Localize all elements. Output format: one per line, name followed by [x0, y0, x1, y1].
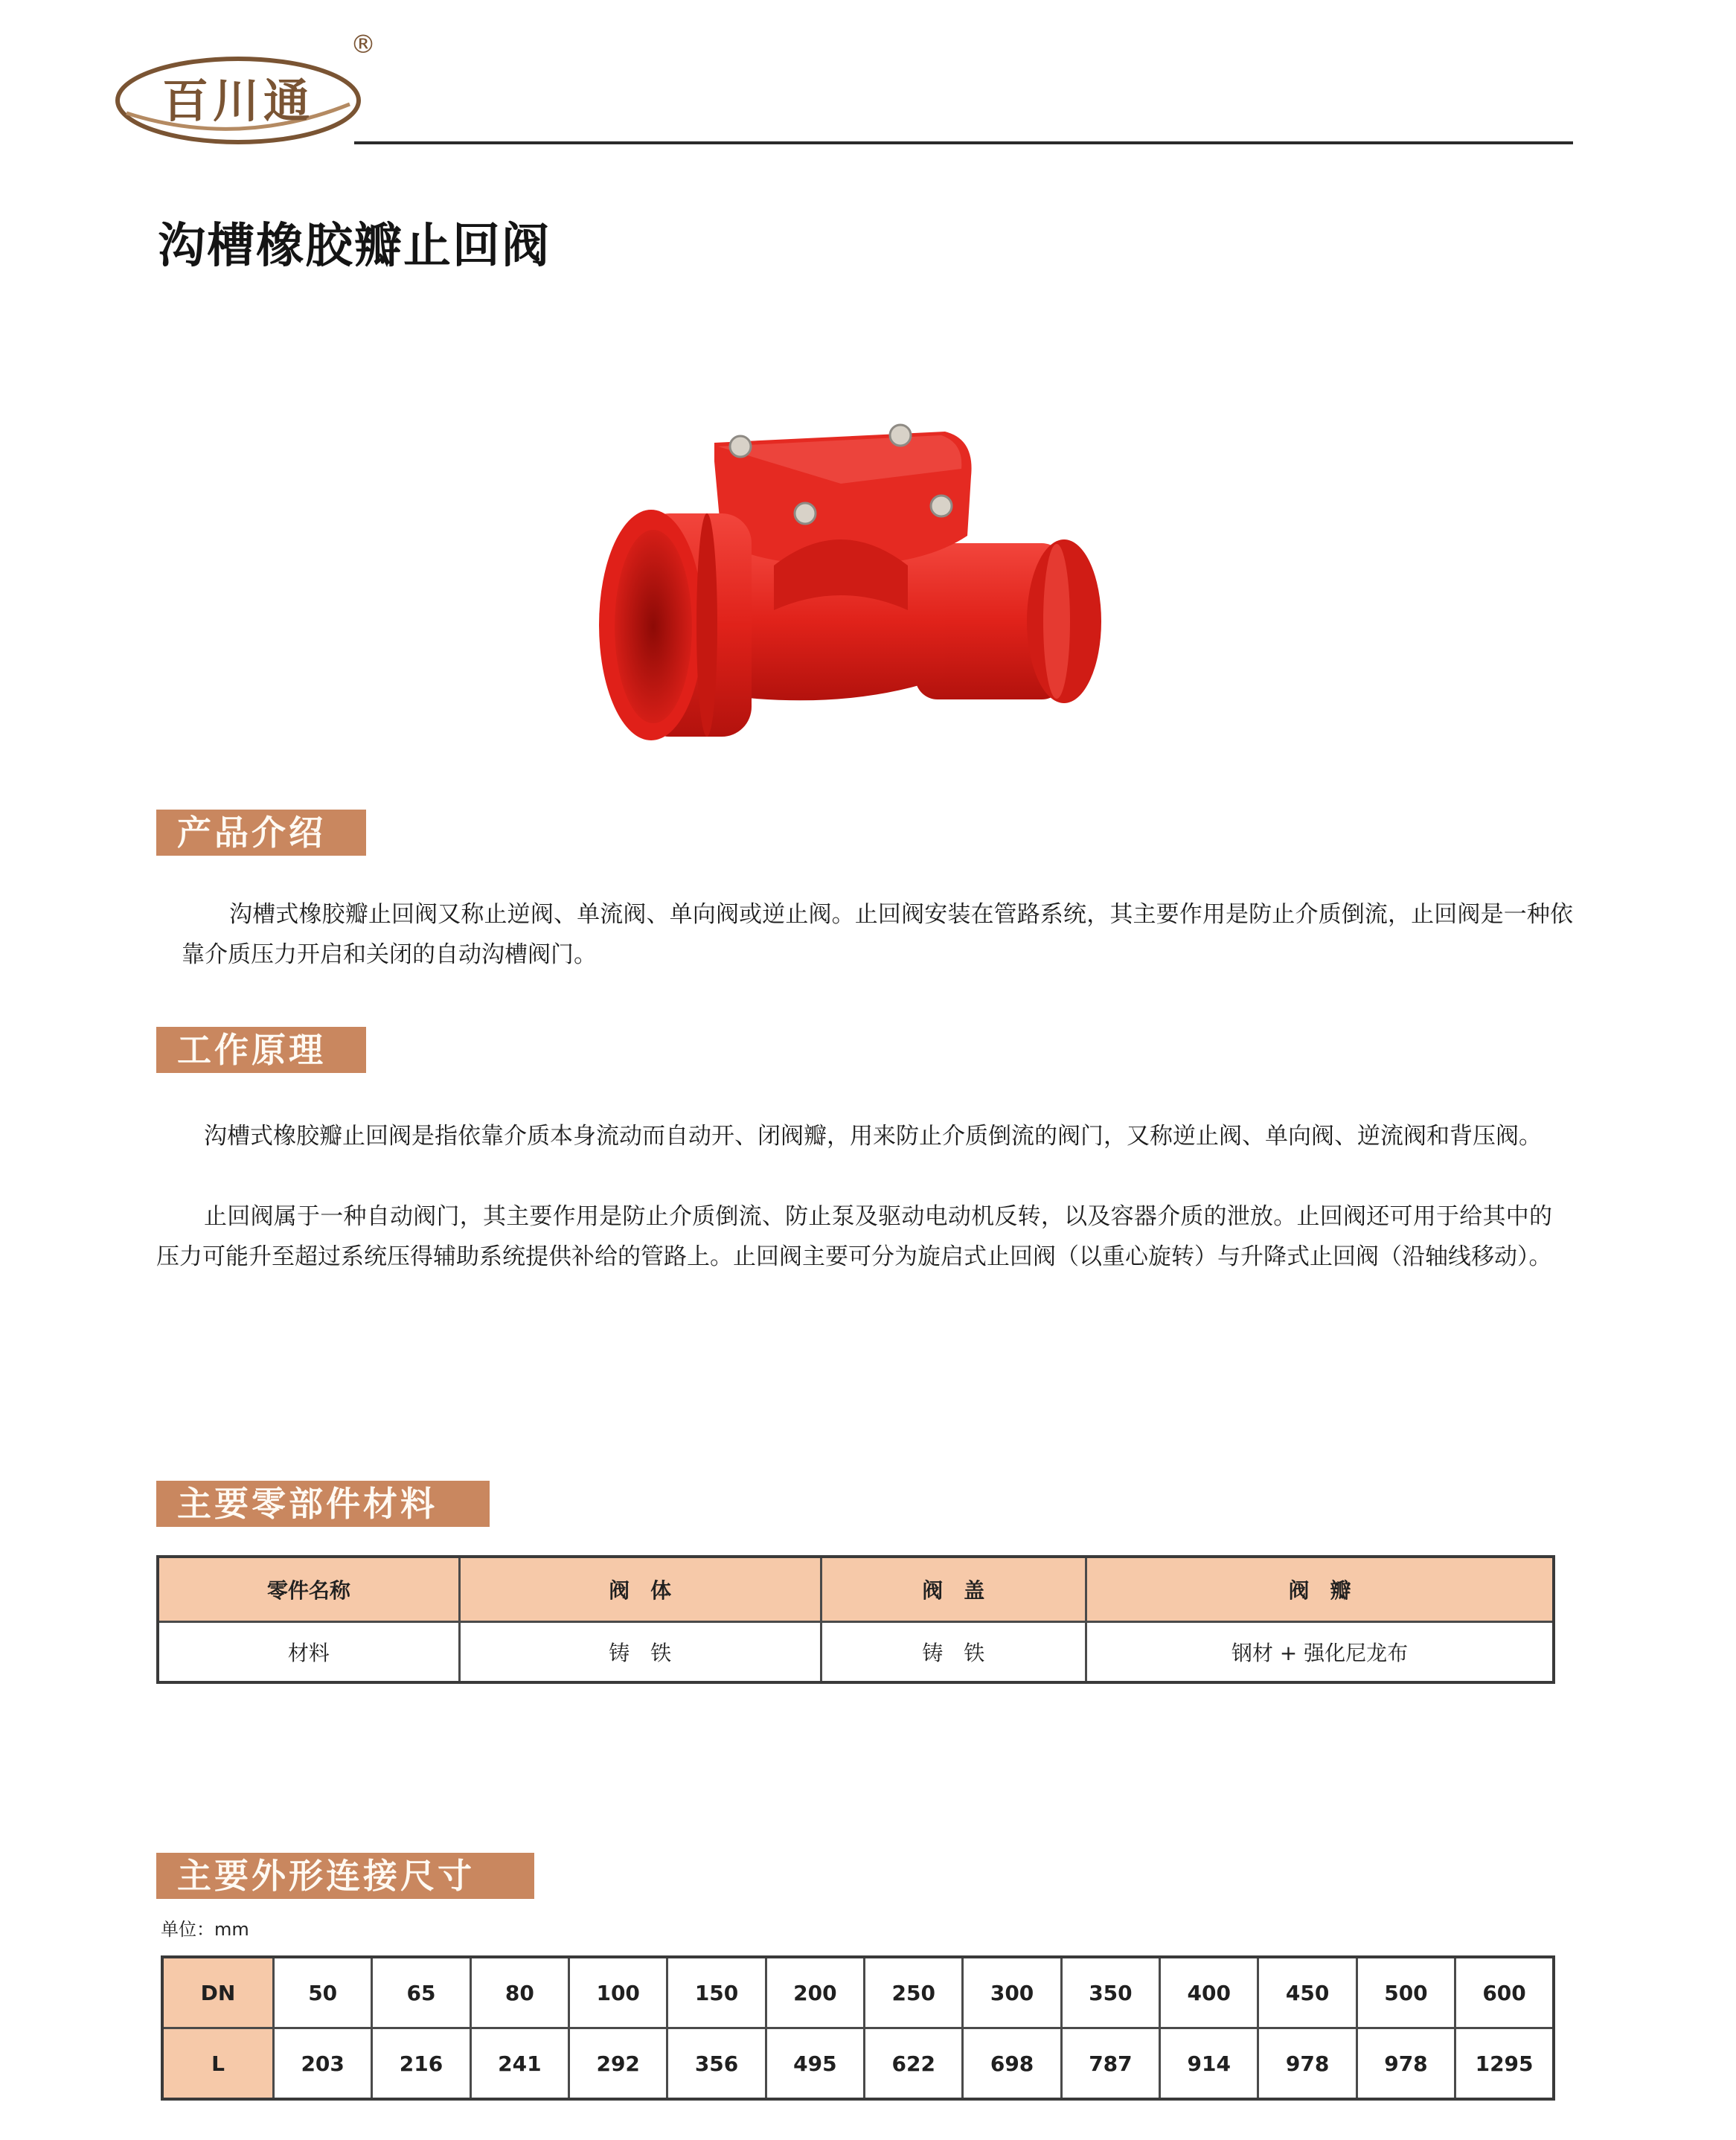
l-row: [162, 2028, 1554, 2100]
l-cell: 203: [274, 2028, 372, 2100]
registered-mark: ®: [350, 30, 376, 60]
section-header-dimensions: 主要外形连接尺寸: [156, 1853, 534, 1899]
dn-cell: 350: [1061, 1957, 1159, 2028]
l-cell: 292: [569, 2028, 667, 2100]
l-cell: 216: [372, 2028, 470, 2100]
section-header-intro: 产品介绍: [156, 810, 366, 856]
principle-paragraph-1: 沟槽式橡胶瓣止回阀是指依靠介质本身流动而自动开、闭阀瓣，用来防止介质倒流的阀门，又称逆止阀、单向阀、逆流阀和背压阀。: [204, 1123, 1542, 1150]
materials-cell: 钢材 + 强化尼龙布: [1086, 1622, 1554, 1683]
row-header-dn: DN: [162, 1957, 274, 2028]
logo-text: 百川通: [161, 74, 314, 128]
row-header-l: L: [162, 2028, 274, 2100]
intro-paragraph: 沟槽式橡胶瓣止回阀又称止逆阀、单流阀、单向阀或逆止阀。止回阀安装在管路系统，其主要作用是防止介质倒流，止回阀是一种依靠介质压力开启和关闭的自动沟槽阀门。: [182, 901, 1573, 968]
dn-cell: 50: [274, 1957, 372, 2028]
materials-header-cell: 阀 瓣: [1086, 1557, 1554, 1622]
dimensions-table: [161, 1955, 1555, 2101]
dn-cell: 100: [569, 1957, 667, 2028]
product-image: [595, 417, 1131, 774]
l-cell: 622: [865, 2028, 963, 2100]
l-cell: 495: [766, 2028, 864, 2100]
unit-label: 单位：mm: [161, 1919, 249, 1940]
dn-cell: 80: [470, 1957, 568, 2028]
materials-cell: 材料: [158, 1622, 459, 1683]
l-cell: 978: [1357, 2028, 1455, 2100]
materials-cell: 铸 铁: [821, 1622, 1086, 1683]
page-title: 沟槽橡胶瓣止回阀: [158, 219, 551, 274]
principle-paragraph-2: 止回阀属于一种自动阀门，其主要作用是防止介质倒流、防止泵及驱动电动机反转，以及容器介质的泄放。止回阀还可用于给其中的压力可能升至超过系统压得辅助系统提供补给的管路上。止回阀主要可分为旋启式止回阀（以重心旋转）与升降式止回阀（沿轴线移动）。: [156, 1203, 1552, 1270]
dn-cell: 500: [1357, 1957, 1455, 2028]
materials-header-cell: 阀 体: [459, 1557, 821, 1622]
materials-cell: 铸 铁: [459, 1622, 821, 1683]
dn-cell: 600: [1455, 1957, 1554, 2028]
materials-header-cell: 阀 盖: [821, 1557, 1086, 1622]
l-cell: 356: [667, 2028, 766, 2100]
dn-row: [162, 1957, 1554, 2028]
header-divider: [354, 141, 1573, 144]
materials-table: [156, 1555, 1555, 1684]
l-cell: 241: [470, 2028, 568, 2100]
dn-cell: 450: [1258, 1957, 1357, 2028]
dn-cell: 200: [766, 1957, 864, 2028]
section-header-principle: 工作原理: [156, 1027, 366, 1073]
materials-header-cell: 零件名称: [158, 1557, 459, 1622]
materials-header-row: [158, 1557, 1554, 1622]
l-cell: 698: [963, 2028, 1061, 2100]
materials-data-row: [158, 1622, 1554, 1683]
l-cell: 978: [1258, 2028, 1357, 2100]
dn-cell: 65: [372, 1957, 470, 2028]
l-cell: 914: [1160, 2028, 1258, 2100]
brand-logo: [112, 30, 379, 149]
dn-cell: 300: [963, 1957, 1061, 2028]
dn-cell: 400: [1160, 1957, 1258, 2028]
l-cell: 787: [1061, 2028, 1159, 2100]
dn-cell: 150: [667, 1957, 766, 2028]
dn-cell: 250: [865, 1957, 963, 2028]
section-header-materials: 主要零部件材料: [156, 1481, 490, 1527]
l-cell: 1295: [1455, 2028, 1554, 2100]
